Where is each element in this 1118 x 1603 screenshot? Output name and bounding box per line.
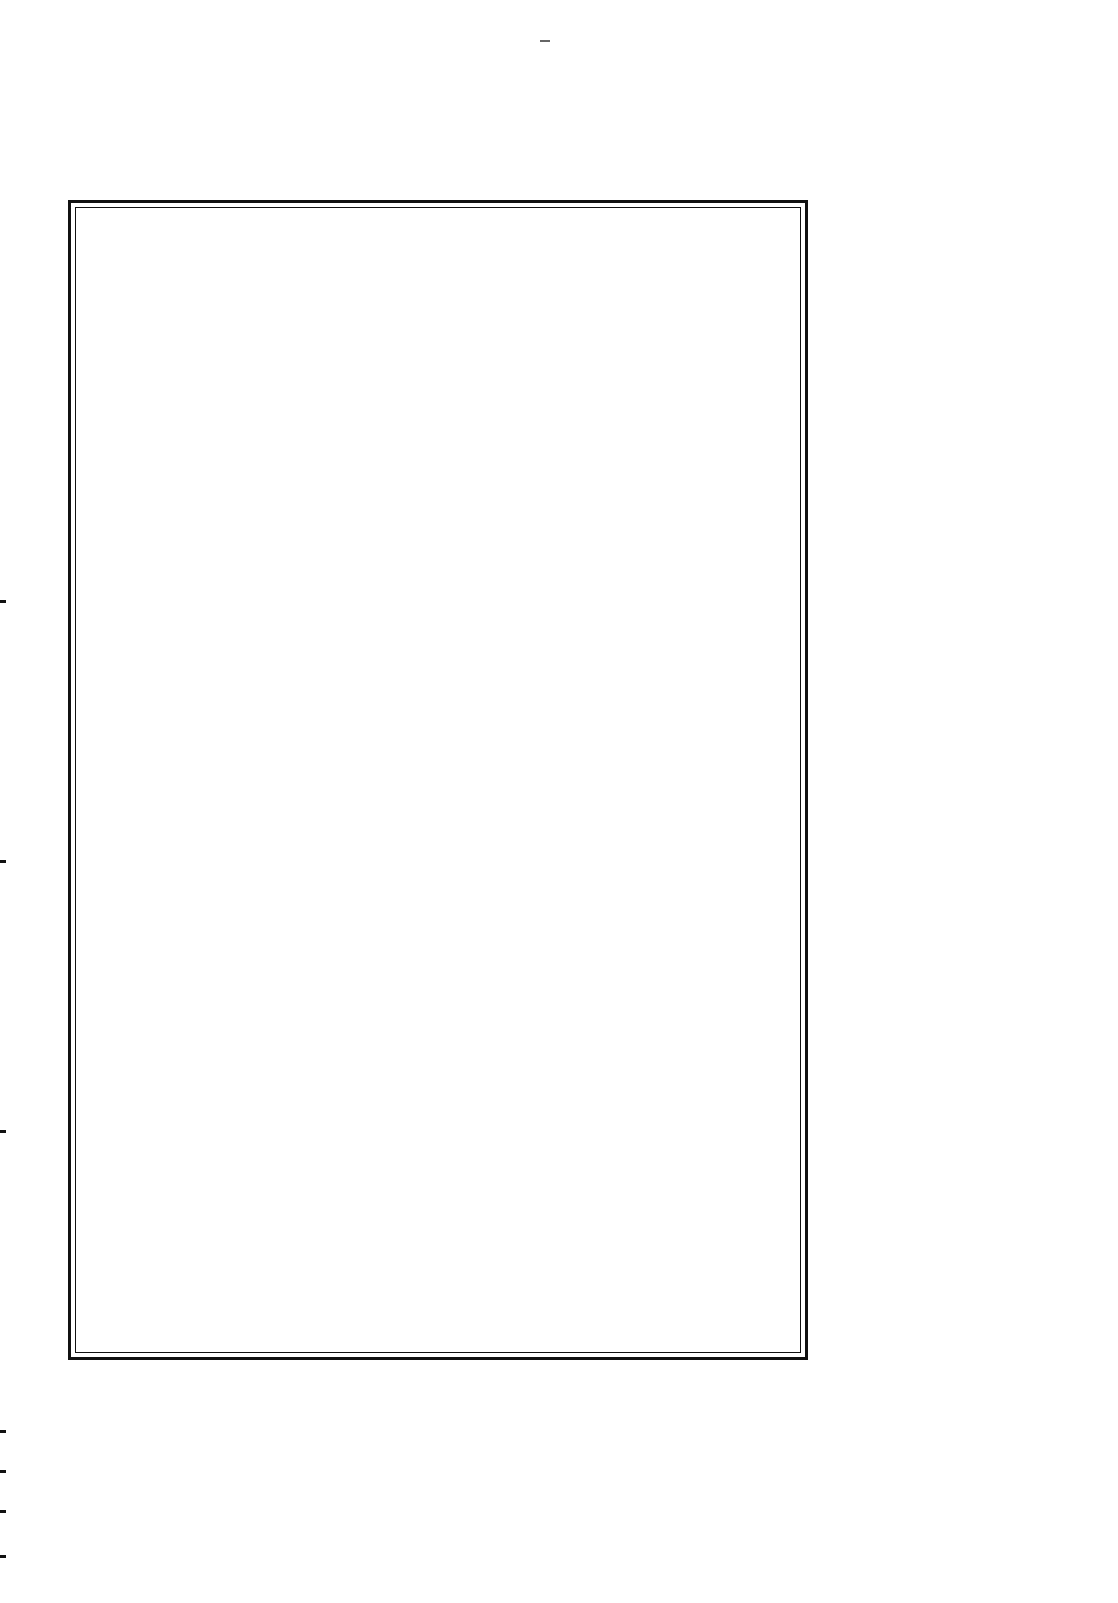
margin-tick (0, 1430, 6, 1433)
margin-tick (0, 860, 6, 863)
top-commentary-text (70, 40, 1050, 200)
bottom-commentary-text (70, 1368, 1050, 1568)
margin-tick (0, 1470, 6, 1473)
margin-tick (0, 600, 6, 603)
margin-tick (0, 1510, 6, 1513)
margin-commentary-text (818, 200, 1058, 1360)
margin-tick (0, 1130, 6, 1133)
margin-tick (0, 1555, 6, 1558)
main-hadith-text (84, 215, 794, 1345)
